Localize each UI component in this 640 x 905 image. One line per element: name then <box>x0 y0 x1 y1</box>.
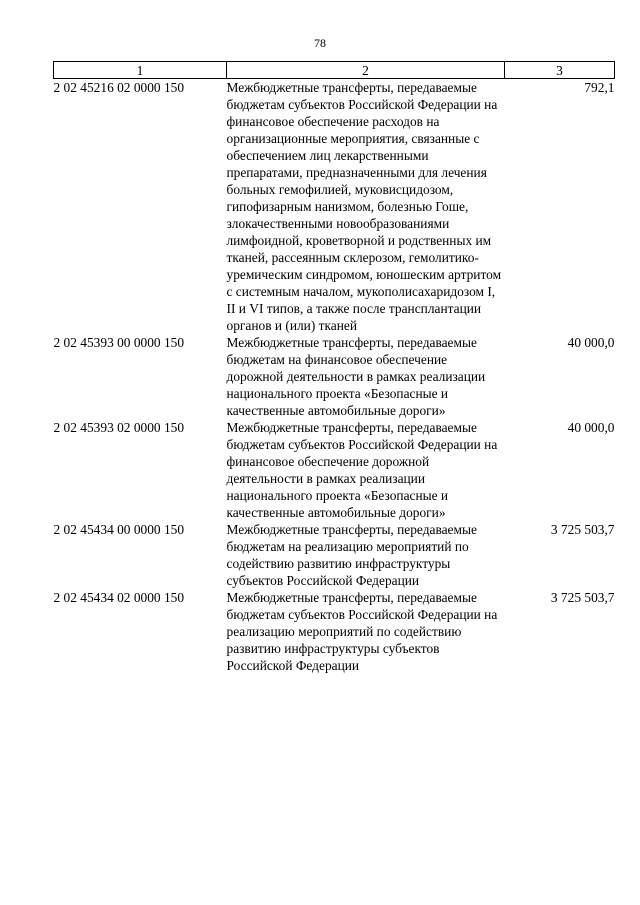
table-row <box>54 334 615 419</box>
table-header <box>54 62 615 79</box>
table-row <box>54 521 615 589</box>
budget-amount: 3 725 503,7 <box>550 522 615 537</box>
table-row <box>54 589 615 674</box>
budget-code: 2 02 45393 00 0000 150 <box>53 335 185 350</box>
column-header-description: 2 <box>227 62 505 79</box>
budget-description: Межбюджетные трансферты, передаваемые бюджетам субъектов Российской Федерации на финансовое обеспечение дорожной деятельности в рамках реализации национального проекта «Безопасные и качественные автомобильные дороги» <box>226 420 498 520</box>
column-header-code: 1 <box>54 62 227 79</box>
budget-description: Межбюджетные трансферты, передаваемые бюджетам субъектов Российской Федерации на финансовое обеспечение расходов на организационные мероприятия, связанные с обеспечением лиц лекарственными препаратами, предназначенными для лечения больных гемофилией, муковисцидозом, гипофизарным нанизмом, болезнью Гоше, злокачественными новообразованиями лимфоидной, кроветворной и родственных им тканей, рассеянным склерозом, гемолитико-уремическим синдромом, юношеским артритом с системным началом, мукополисахаридозом I, II и VI типов, а также после трансплантации органов и (или) тканей <box>226 80 502 333</box>
budget-amount: 792,1 <box>584 80 615 95</box>
header-row <box>54 62 615 79</box>
page-number: 78 <box>314 36 326 50</box>
budget-amount: 40 000,0 <box>567 420 615 435</box>
budget-description: Межбюджетные трансферты, передаваемые бюджетам субъектов Российской Федерации на реализацию мероприятий по содействию развитию инфраструктуры субъектов Российской Федерации <box>226 590 498 673</box>
budget-amount: 3 725 503,7 <box>550 590 615 605</box>
column-header-amount: 3 <box>505 62 615 79</box>
budget-amount: 40 000,0 <box>567 335 615 350</box>
table-row <box>54 79 615 335</box>
budget-code: 2 02 45216 02 0000 150 <box>53 80 185 95</box>
table-row <box>54 419 615 521</box>
budget-code: 2 02 45434 02 0000 150 <box>53 590 185 605</box>
budget-description: Межбюджетные трансферты, передаваемые бюджетам на финансовое обеспечение дорожной деятельности в рамках реализации национального проекта «Безопасные и качественные автомобильные дороги» <box>226 335 486 418</box>
budget-description: Межбюджетные трансферты, передаваемые бюджетам на реализацию мероприятий по содействию развитию инфраструктуры субъектов Российской Федерации <box>226 522 477 588</box>
table-body <box>54 79 615 675</box>
budget-table <box>53 61 615 674</box>
budget-code: 2 02 45434 00 0000 150 <box>53 522 185 537</box>
budget-code: 2 02 45393 02 0000 150 <box>53 420 185 435</box>
